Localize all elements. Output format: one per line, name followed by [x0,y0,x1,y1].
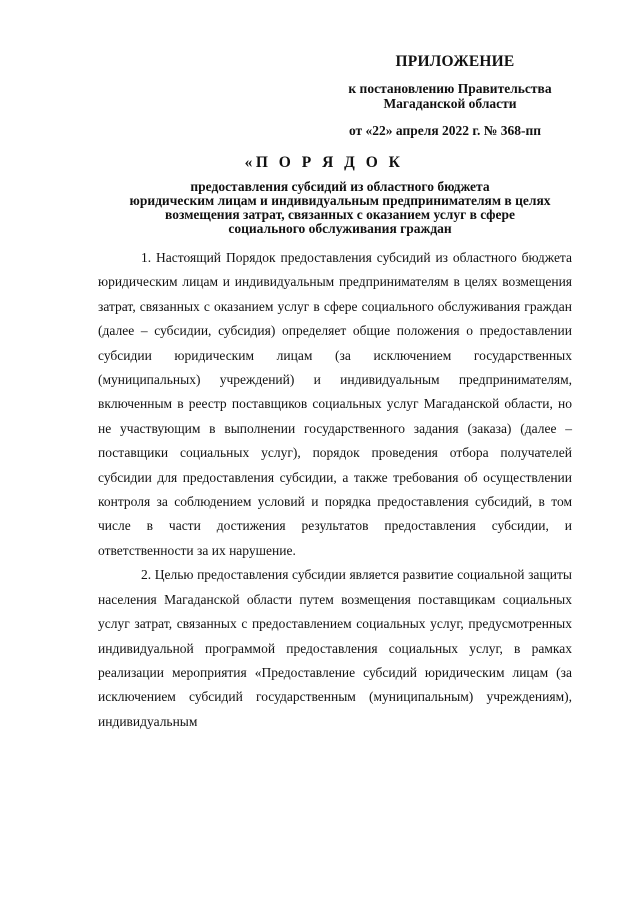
paragraph-2: 2. Целью предоставления субсидии является развитие социальной защиты населения Магаданской области путем возмещения поставщикам социальных услуг затрат, связанных с предоставлением социальных услуг, предусмотренных индивидуальной программой предоставления социальных услуг, в рамках реализации мероприятия «Предоставление субсидий юридическим лицам (за исключением субсидий государственным (муниципальным) учреждениям), индивидуальным [98,567,572,729]
subtitle-line: юридическим лицам и индивидуальным предпринимателям в целях [129,193,551,208]
paragraph-1: 1. Настоящий Порядок предоставления субсидий из областного бюджета юридическим лицам и индивидуальным предпринимателям в целях возмещения затрат, связанных с оказанием услуг в сфере социального обслуживания граждан (далее – субсидии, субсидия) определяет общие положения о предоставлении субсидии юридическим лицам (за исключением государственных (муниципальных) учреждений) и индивидуальным предпринимателям, включенным в реестр поставщиков социальных услуг Магаданской области, но не участвующим в выполнении государственного задания (заказа) (далее – поставщики социальных услуг), порядок проведения отбора получателей субсидии для предоставления субсидии, а также требования об осуществлении контроля за соблюдением условий и порядка предоставления субсидий, в том числе в части достижения результатов предоставления субсидии, и ответственности за их нарушение. [98,250,572,558]
appendix-header [330,53,570,139]
subtitle-line: социального обслуживания граждан [228,221,452,236]
document-title: «П О Р Я Д О К [244,154,404,171]
appendix-title: ПРИЛОЖЕНИЕ [395,53,515,70]
document-subtitle [100,180,580,236]
subtitle-line: предоставления субсидий из областного бюджета [190,179,490,194]
subtitle-line: возмещения затрат, связанных с оказанием услуг в сфере [165,207,515,222]
appendix-date-line: от «22» апреля 2022 г. № 368-пп [348,123,542,138]
document-body [98,246,572,734]
appendix-region-line: Магаданской области [383,96,517,111]
appendix-decree-line: к постановлению Правительства [348,81,552,96]
